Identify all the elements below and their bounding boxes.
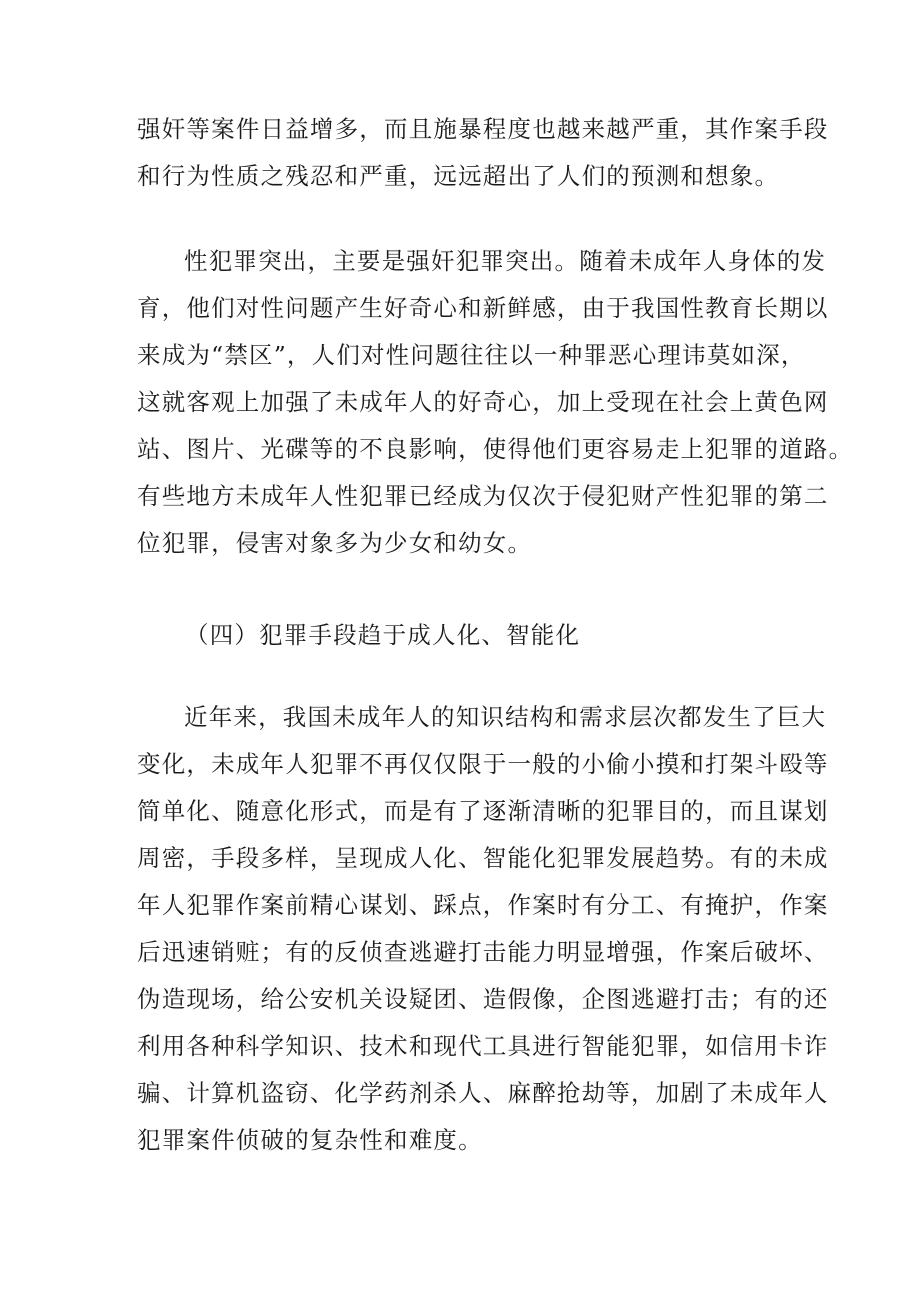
paragraph-3-line-10: 犯罪案件侦破的复杂性和难度。	[137, 1126, 483, 1154]
section-heading: （四）犯罪手段趋于成人化、智能化	[185, 621, 581, 649]
paragraph-1-line-2: 和行为性质之残忍和严重，远远超出了人们的预测和想象。	[137, 162, 780, 190]
paragraph-2-line-6: 有些地方未成年人性犯罪已经成为仅次于侵犯财产性犯罪的第二	[137, 482, 829, 510]
paragraph-3-line-5: 年人犯罪作案前精心谋划、踩点，作案时有分工、有掩护，作案	[137, 891, 829, 919]
paragraph-2-line-1: 性犯罪突出，主要是强奸犯罪突出。随着未成年人身体的发	[184, 247, 827, 275]
paragraph-3-line-2: 变化，未成年人犯罪不再仅仅限于一般的小偷小摸和打架斗殴等	[137, 750, 829, 778]
paragraph-3-line-3: 简单化、随意化形式，而是有了逐渐清晰的犯罪目的，而且谋划	[137, 797, 829, 825]
paragraph-3-line-9: 骗、计算机盗窃、化学药剂杀人、麻醉抢劫等，加剧了未成年人	[137, 1079, 829, 1107]
paragraph-3-line-8: 利用各种科学知识、技术和现代工具进行智能犯罪，如信用卡诈	[137, 1032, 829, 1060]
paragraph-3	[137, 694, 829, 1164]
paragraph-3-line-1: 近年来，我国未成年人的知识结构和需求层次都发生了巨大	[184, 703, 827, 731]
paragraph-2-line-3: 来成为“禁区”，人们对性问题往往以一种罪恶心理讳莫如深，	[137, 341, 806, 369]
paragraph-3-line-4: 周密，手段多样，呈现成人化、智能化犯罪发展趋势。有的未成	[137, 844, 829, 872]
paragraph-3-line-7: 伪造现场，给公安机关设疑团、造假像，企图逃避打击；有的还	[137, 985, 829, 1013]
paragraph-1-line-1: 强奸等案件日益增多，而且施暴程度也越来越严重，其作案手段	[137, 115, 829, 143]
paragraph-3-line-6: 后迅速销赃；有的反侦查逃避打击能力明显增强，作案后破坏、	[137, 938, 829, 966]
paragraph-1	[137, 106, 829, 200]
paragraph-2-line-5: 站、图片、光碟等的不良影响，使得他们更容易走上犯罪的道路。	[137, 435, 854, 463]
paragraph-2-line-2: 育，他们对性问题产生好奇心和新鲜感，由于我国性教育长期以	[137, 294, 829, 322]
paragraph-2-line-4: 这就客观上加强了未成年人的好奇心，加上受现在社会上黄色网	[137, 388, 829, 416]
paragraph-2	[137, 238, 854, 567]
paragraph-2-line-7: 位犯罪，侵害对象多为少女和幼女。	[137, 529, 533, 557]
